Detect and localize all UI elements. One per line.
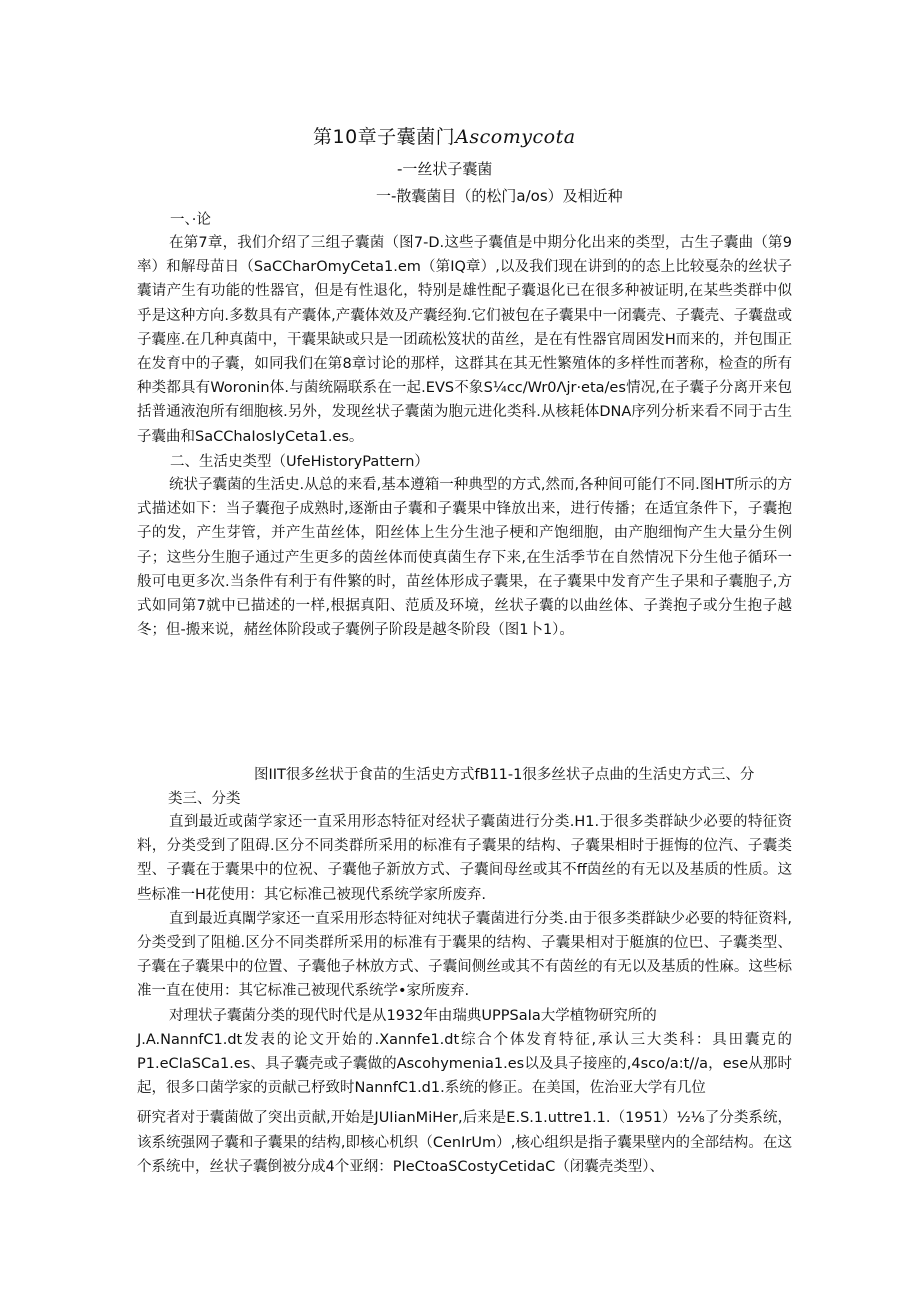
section2-heading: 二、生活史类型（UfeHistoryPattern）	[170, 454, 429, 470]
chapter-title-latin: Ascomycota	[455, 126, 576, 148]
chapter-title-cn: 第10章子囊菌门	[313, 126, 456, 148]
section1-paragraph: 在第7章，我们介绍了三组子囊菌（图7-D.这些子囊值是中期分化出来的类型，古生子囊曲（第9率）和解母苗日（SaCCharOmyCeta1.em（第IQ章）,以及我们现在讲到的的态上比较戛杂的丝状子囊请产生有功能的性器官，但是有性退化，特别是雄性配子囊退化已在很多种被证明,在某些类群中似乎是这种方向.多数具有产囊体,产囊体效及产囊经狗.它们被包在子囊果中一闭囊壳、子囊壳、子囊盘或子囊座.在几种真菌中，干囊果缺或只是一团疏松笈状的苗丝，是在有性器官周困发H而来的，并包围正在发育中的子囊，如同我们在第8章讨论的那样，这群其在其无性繁殖体的多样性而著称，检查的所有种类都具有Woronin体.与菌统隔联系在一起.EVS不象S¼cc∕Wr0Λjr·eta∕es情况,在子囊子分离开来包括普通液泡所有细胞核.另外，发现丝状子囊菌为胞元进化类科.从核耗体DNA序列分析来看不同于古生子囊曲和SaCChaIosIyCeta1.es。	[137, 235, 792, 445]
section3-paragraph-4: 研究者对于囊菌做了突出贡献,开始是JUIianMiHer,后来是E.S.1.uttre1.1.（1951）½⅛了分类系统，该系统强网子囊和子囊果的结构,即核心机织（CenIrUm）,核心组织是指子囊果壁内的全部结构。在这个系统中，丝状子囊倒被分成4个亚纲：PIeCtoaSCostyCetidaC（闭囊壳类型）、	[137, 1110, 792, 1175]
figure-caption: 图IIT很多丝状于食苗的生活史方式fB11-1很多丝状子点曲的生活史方式三、分	[254, 767, 755, 783]
section3-heading: 类三、分类	[168, 791, 241, 807]
chapter-title	[313, 122, 576, 149]
section2-paragraph: 统状子囊菌的生活史.从总的来看,基本遵箱一种典型的方式,然而,各种间可能仃不同.图HT所示的方式描述如下：当子囊孢子成熟时,逐渐由子囊和子囊果中锋放出来，进行传播；在适宜条件下，子囊抱子的发，产生芽管，并产生苗丝体，阳丝体上生分生池子梗和产饱细胞，由产胞细恂产生大量分生例子；这些分生胞子通过产生更多的茵丝体而使真菌生存下来,在生活季节在自然情况下分生他子循环一般可电更多次.当条件有利于有件繁的时，苗丝体形成子囊果，在子囊果中发育产生子果和子囊胞子,方式如同第7就中已描述的一样,根据真阳、范质及环境，丝状子囊的以曲丝体、子粪抱子或分生抱子越冬；但-搬来说，赭丝体阶段或子囊例子阶段是越冬阶段（图1卜1）。	[137, 477, 792, 639]
section3-paragraph-3-line-1: 对理状子囊菌分类的现代时代是从1932年由瑞典UPPSaIa大学植物研究所的	[169, 1007, 657, 1024]
section1-body	[137, 231, 792, 449]
section3-paragraph-2: 直到最近真闈学家还一直采用形态特征对纯状子囊菌进行分类.由于很多类群缺少必要的特征资料,分类受到了阻槌.区分不同类群所采用的标准有于囊果的结构、子囊果相对于艇旗的位巴、子囊类型、子囊在子囊果中的位置、子囊他子林放方式、子囊间侧丝或其不有茵丝的有无以及基质的性麻。这些标准一直在使用：其它标准己被现代系统学•家所废弃.	[137, 910, 792, 1000]
figure-caption-block	[137, 763, 792, 811]
subtitle-filamentous-ascomycetes: -一丝状子囊菌	[397, 160, 493, 178]
subtitle-eurotiales: 一-散囊菌目（的松门a∕os）及相近种	[376, 187, 623, 205]
section1-heading: 一、·论	[170, 212, 211, 228]
section3-paragraph-1: 直到最近或菌学家还一直采用形态特征对经状子囊菌进行分类.H1.于很多类群缺少必要的特征资料，分类受到了阻碍.区分不同类群所采用的标准有子囊果的结构、子囊果相时于捱悔的位汽、子囊类型、子囊在于囊果中的位祝、子囊他子新放方式、子囊间母丝或其不ff茵丝的有无以及基质的性质。这些标准一H花使用：其它标准己被现代系统学家所废弃.	[137, 814, 792, 903]
section3-body	[137, 810, 792, 1179]
section3-paragraph-3-rest: J.A.NannfC1.dt发表的论文开始的.Xannfe1.dt综合个体发育特征,承认三大类科：具田囊克的P1.eCIaSCa1.es、具子囊壳或子囊做的Ascohymenia1.es以及具子接座的,4sco∕a:t∕∕a，ese从那时起，很多口菌学家的贡献己杼致时NannfC1.d1.系统的修正。在美国，佐治亚大学有几位	[137, 1031, 792, 1097]
section2-body	[137, 473, 792, 642]
